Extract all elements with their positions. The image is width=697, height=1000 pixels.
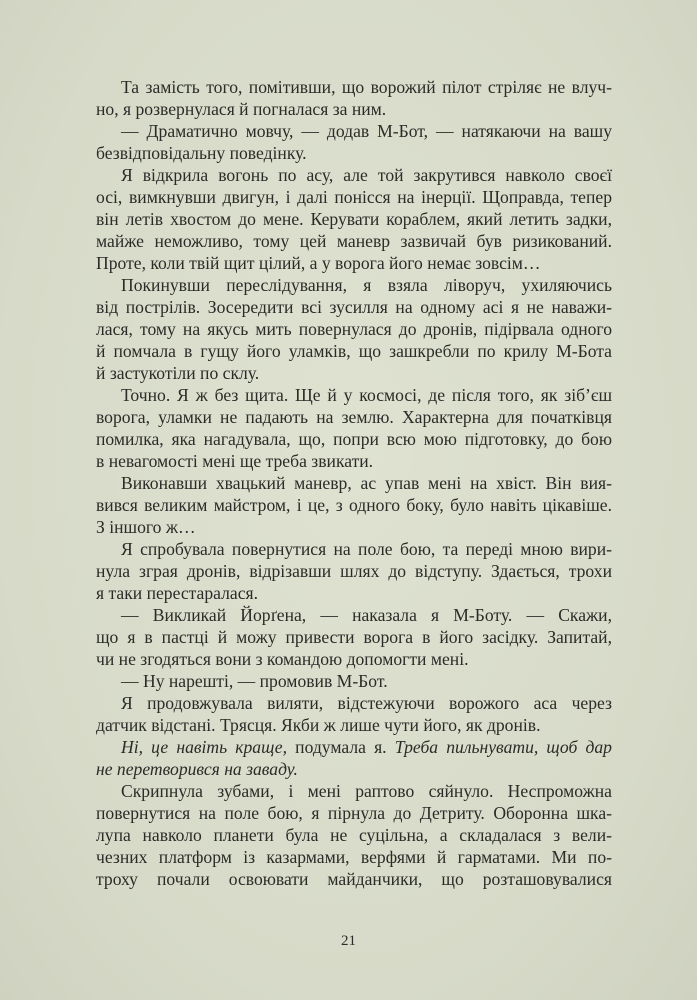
text-line: Я спробувала повернутися на поле бою, та переді мною вири- — [121, 539, 612, 559]
paragraph — [96, 670, 612, 692]
text-line: він летів хвостом до мене. Керувати кораблем, який летить задки, — [96, 209, 612, 229]
page-body-text — [96, 76, 612, 890]
paragraph — [96, 472, 612, 538]
text-line: ворога, уламки не падають на землю. Характерна для початківця — [96, 407, 612, 427]
text-line: помилка, яка нагадувала, що, попри всю мою підготовку, до бою — [96, 429, 612, 449]
paragraph — [96, 384, 612, 472]
page-number: 21 — [341, 933, 356, 949]
text-line: нула зграя дронів, відрізавши шлях до відступу. Здається, трохи — [96, 561, 612, 581]
paragraph — [96, 780, 612, 890]
text-line: но, я розвернулася й погналася за ним. — [96, 99, 387, 119]
text-line: Проте, коли твій щит цілий, а у ворога його немає зовсім… — [96, 253, 541, 273]
text-line: не перетворився на заваду. — [96, 759, 298, 779]
text-line: З іншого ж… — [96, 517, 196, 537]
paragraph — [96, 692, 612, 736]
text-line: Я продовжувала виляти, відстежуючи ворожого аса через — [121, 693, 612, 713]
text-line: Та замість того, помітивши, що ворожий пілот стріляє не влуч- — [121, 77, 612, 97]
text-line: Скрипнула зубами, і мені раптово сяйнуло. Неспроможна — [121, 781, 612, 801]
paragraph — [96, 76, 612, 120]
text-line: що я в пастці й можу привести ворога в його засідку. Запитай, — [96, 627, 612, 647]
text-line: я таки перестаралася. — [96, 583, 259, 603]
text-line: Точно. Я ж без щита. Ще й у космосі, де після того, як зіб’єш — [121, 385, 612, 405]
text-line: й помчала в гущу його уламків, що зашкребли по крилу М-Бота — [96, 341, 612, 361]
text-line: лупа навколо планети була не суцільна, а складалася з вели- — [96, 825, 612, 845]
text-line: троху почали освоювати майданчики, що розташовувалися — [96, 869, 612, 889]
text-line: Покинувши переслідування, я взяла ліворуч, ухиляючись — [121, 275, 612, 295]
text-line: — Ну нарешті, — промовив М-Бот. — [121, 671, 388, 691]
paragraph — [96, 120, 612, 164]
text-line: лася, тому на якусь мить повернулася до дронів, підірвала одного — [96, 319, 612, 339]
paragraph — [96, 604, 612, 670]
text-line: безвідповідальну поведінку. — [96, 143, 307, 163]
text-line: — Викликай Йорґена, — наказала я М-Боту. — Скажи, — [121, 605, 612, 625]
text-line: й застукотіли по склу. — [96, 363, 260, 383]
text-line: від пострілів. Зосередити всі зусилля на одному асі я не наважи- — [96, 297, 612, 317]
text-line — [96, 736, 612, 758]
text-line: осі, вимкнувши двигун, і далі понісся на інерції. Щоправда, тепер — [96, 187, 612, 207]
paragraph — [96, 538, 612, 604]
italic-thought: Ні, це навіть краще, — [121, 737, 287, 757]
text-line: чезних платформ із казармами, верфями й гарматами. Ми по- — [96, 847, 612, 867]
text-line: вився великим майстром, і це, з одного боку, було навіть цікавіше. — [96, 495, 612, 515]
paragraph-thought — [96, 736, 612, 780]
text-line: — Драматично мовчу, — додав М-Бот, — натякаючи на вашу — [121, 121, 612, 141]
text-line: повернутися на поле бою, я пірнула до Детриту. Оборонна шка- — [96, 803, 612, 823]
text-line: в невагомості мені ще треба звикати. — [96, 451, 374, 471]
paragraph — [96, 274, 612, 384]
narration: подумала я. — [287, 737, 395, 757]
text-line: Виконавши хвацький маневр, ас упав мені на хвіст. Він вия- — [121, 473, 612, 493]
text-line: Я відкрила вогонь по асу, але той закрутився навколо своєї — [121, 165, 612, 185]
text-line: чи не згодяться вони з командою допомогти мені. — [96, 649, 469, 669]
text-line: майже неможливо, тому цей маневр зазвичай був ризикований. — [96, 231, 612, 251]
text-line: датчик відстані. Трясця. Якби ж лише чути його, як дронів. — [96, 715, 541, 735]
italic-thought: Треба пильнувати, щоб дар — [394, 737, 612, 757]
paragraph — [96, 164, 612, 274]
